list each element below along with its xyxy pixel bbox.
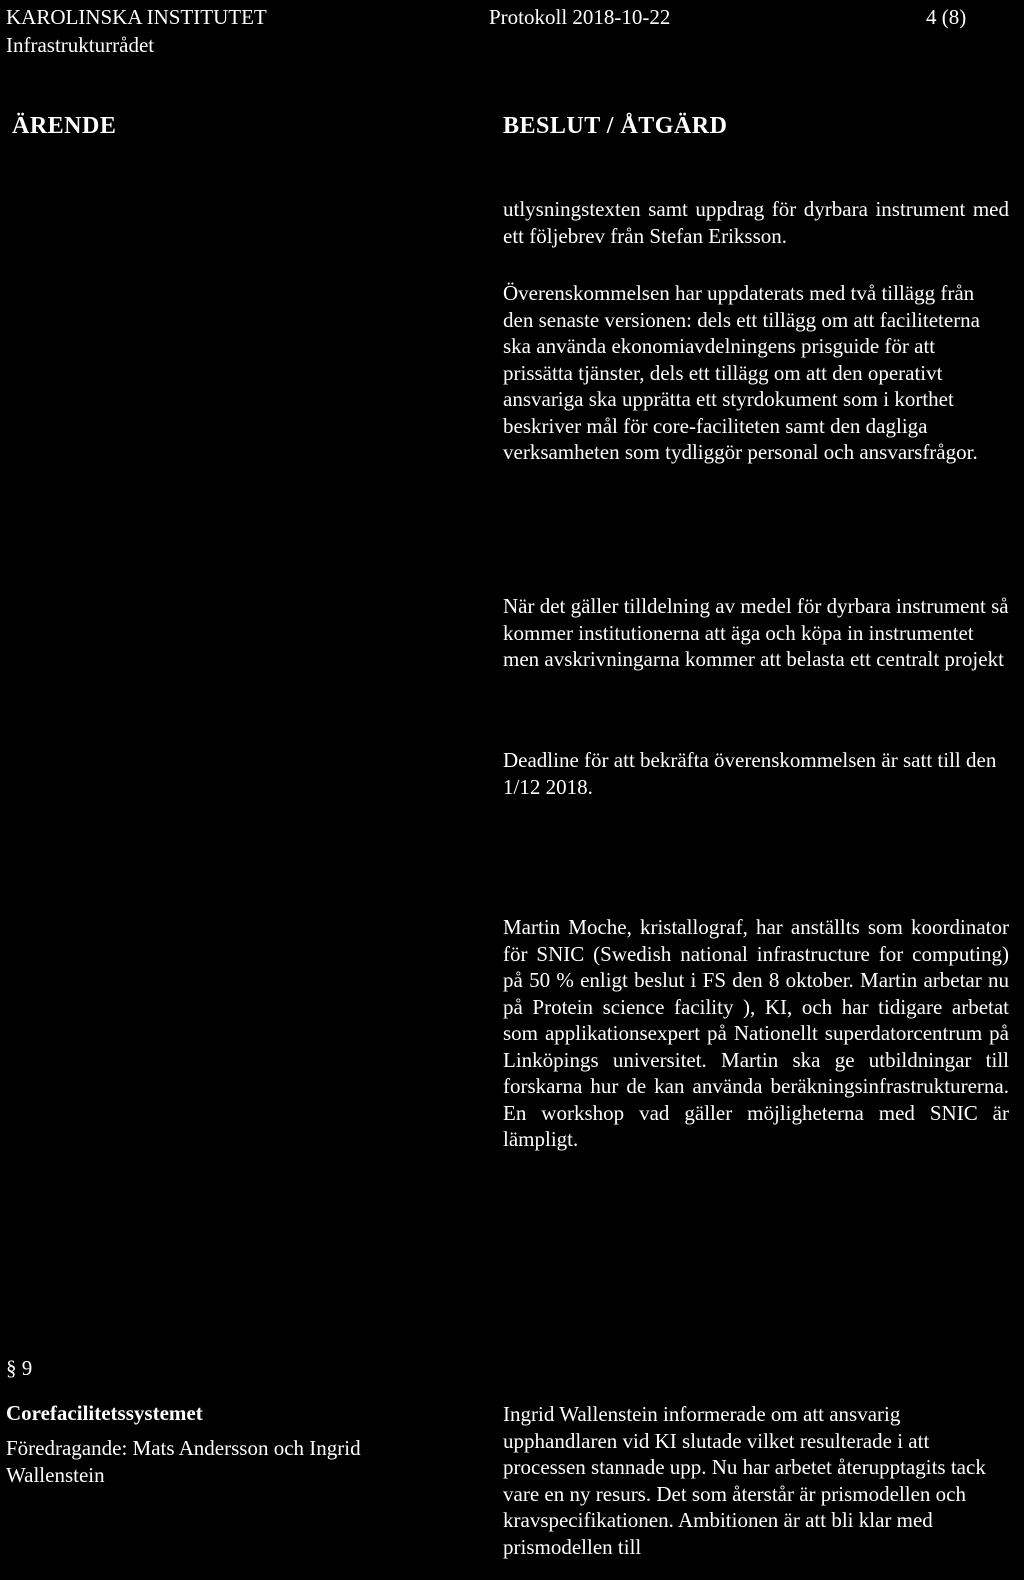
section-title: Corefacilitetssystemet xyxy=(6,1401,203,1425)
section-presenter: Föredragande: Mats Andersson och Ingrid Wallenstein xyxy=(6,1436,361,1487)
protocol-date: Protokoll 2018-10-22 xyxy=(489,5,671,29)
paragraph-intro: utlysningstexten samt uppdrag för dyrbara instrument med ett följebrev från Stefan Eriksson. xyxy=(503,197,1009,248)
column-heading-beslut: BESLUT / ÅTGÄRD xyxy=(503,113,728,139)
paragraph-agreement-update: Överenskommelsen har uppdaterats med två tillägg från den senaste versionen: dels ett tillägg om att faciliteterna ska använda ekonomiavdelningens prisguide för att prissätta tjänster, dels ett tillägg om att den operativt ansvariga ska upprätta ett styrdokument som i korthet beskriver mål för core-faciliteten samt den dagliga verksamheten som tydliggör personal och ansvarsfrågor. xyxy=(503,281,981,464)
section-text: Ingrid Wallenstein informerade om att ansvarig upphandlaren vid KI slutade vilket resulterade i att processen stannade upp. Nu har arbetet återupptagits tack vare en ny resurs. Det som återstår är prismodellen och kravspecifikationen. Ambitionen är att bli klar med prismodellen till xyxy=(503,1402,986,1559)
paragraph-deadline: Deadline för att bekräfta överenskommelsen är satt till den 1/12 2018. xyxy=(503,748,997,799)
column-heading-arende: ÄRENDE xyxy=(12,113,117,139)
paragraph-instrument-funding: När det gäller tilldelning av medel för dyrbara instrument så kommer institutionerna att äga och köpa in instrumentet men avskrivningarna kommer att belasta ett centralt projekt xyxy=(503,594,1009,671)
org-name: KAROLINSKA INSTITUTET xyxy=(6,5,267,29)
section-number: § 9 xyxy=(6,1356,33,1380)
paragraph-snic-coordinator: Martin Moche, kristallograf, har anställts som koordinator för SNIC (Swedish national infrastructure for computing) på 50 % enligt beslut i FS den 8 oktober. Martin arbetar nu på Protein science facility ), KI, och har tidigare arbetat som applikationsexpert på Nationellt superdatorcentrum på Linköpings universitet. Martin ska ge utbildningar till forskarna hur de kan använda beräkningsinfrastrukturerna. En workshop vad gäller möjligheterna med SNIC är lämpligt. xyxy=(503,915,1009,1151)
unit-name: Infrastrukturrådet xyxy=(6,33,155,57)
page-number: 4 (8) xyxy=(926,5,967,29)
